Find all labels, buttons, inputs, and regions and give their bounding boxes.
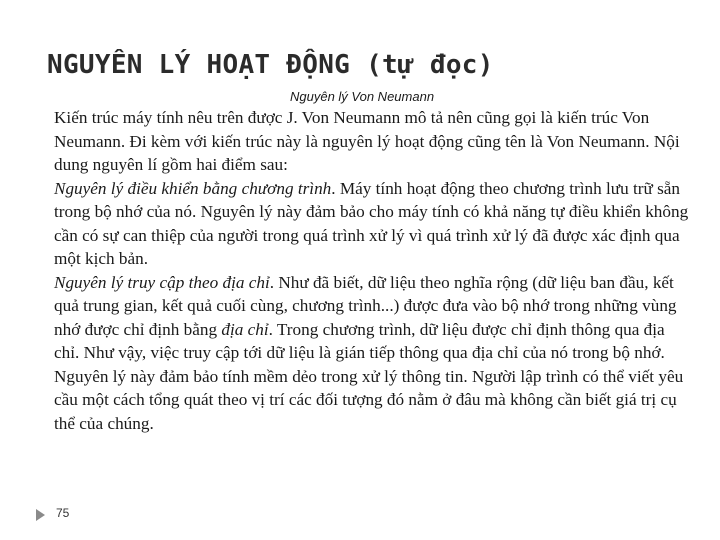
triangle-bullet-icon bbox=[36, 509, 45, 521]
page-number: 75 bbox=[56, 506, 70, 520]
slide-body bbox=[54, 106, 690, 435]
principle-2-address-term: địa chỉ bbox=[221, 319, 269, 339]
principle-2-term: Nguyên lý truy cập theo địa chỉ bbox=[54, 272, 270, 292]
intro-paragraph: Kiến trúc máy tính nêu trên được J. Von Neumann mô tả nên cũng gọi là kiến trúc Von Neumann. Đi kèm với kiến trúc này là nguyên lý hoạt động cũng tên là Von Neumann. Nội dung nguyên lí gồm hai điểm sau: bbox=[54, 108, 680, 174]
principle-1-text: . Máy tính hoạt động theo chương trình lưu trữ sẵn trong bộ nhớ của nó. Nguyên lý này đảm bảo cho máy tính có khả năng tự điều khiển không cần có sự can thiệp của người trong quá trình xử lý vì quá trình xử lý đã được xác định qua một kịch bản. bbox=[54, 178, 689, 268]
slide-title: NGUYÊN LÝ HOẠT ĐỘNG (tự đọc) bbox=[47, 50, 494, 80]
principle-2-text-b: . Trong chương trình, dữ liệu được chỉ định thông qua địa chỉ. Như vậy, việc truy cập tới dữ liệu là gián tiếp thông qua địa chỉ của nó trong bộ nhớ. Nguyên lý này đảm bảo tính mềm dẻo trong xử lý thông tin. Người lập trình có thể viết yêu cầu một cách tổng quát theo vị trí các đối tượng đó nằm ở đâu mà không cần biết giá trị cụ thể của chúng. bbox=[54, 319, 684, 433]
slide-subtitle: Nguyên lý Von Neumann bbox=[290, 89, 435, 104]
principle-2-text-a: . Như đã biết, dữ liệu theo nghĩa rộng (dữ liệu ban đầu, kết quả trung gian, kết quả cuối cùng, chương trình...) được đưa vào bộ nhớ trong những vùng nhớ được chỉ định bằng bbox=[54, 272, 677, 339]
principle-1-term: Nguyên lý điều khiển bằng chương trình bbox=[54, 178, 332, 198]
